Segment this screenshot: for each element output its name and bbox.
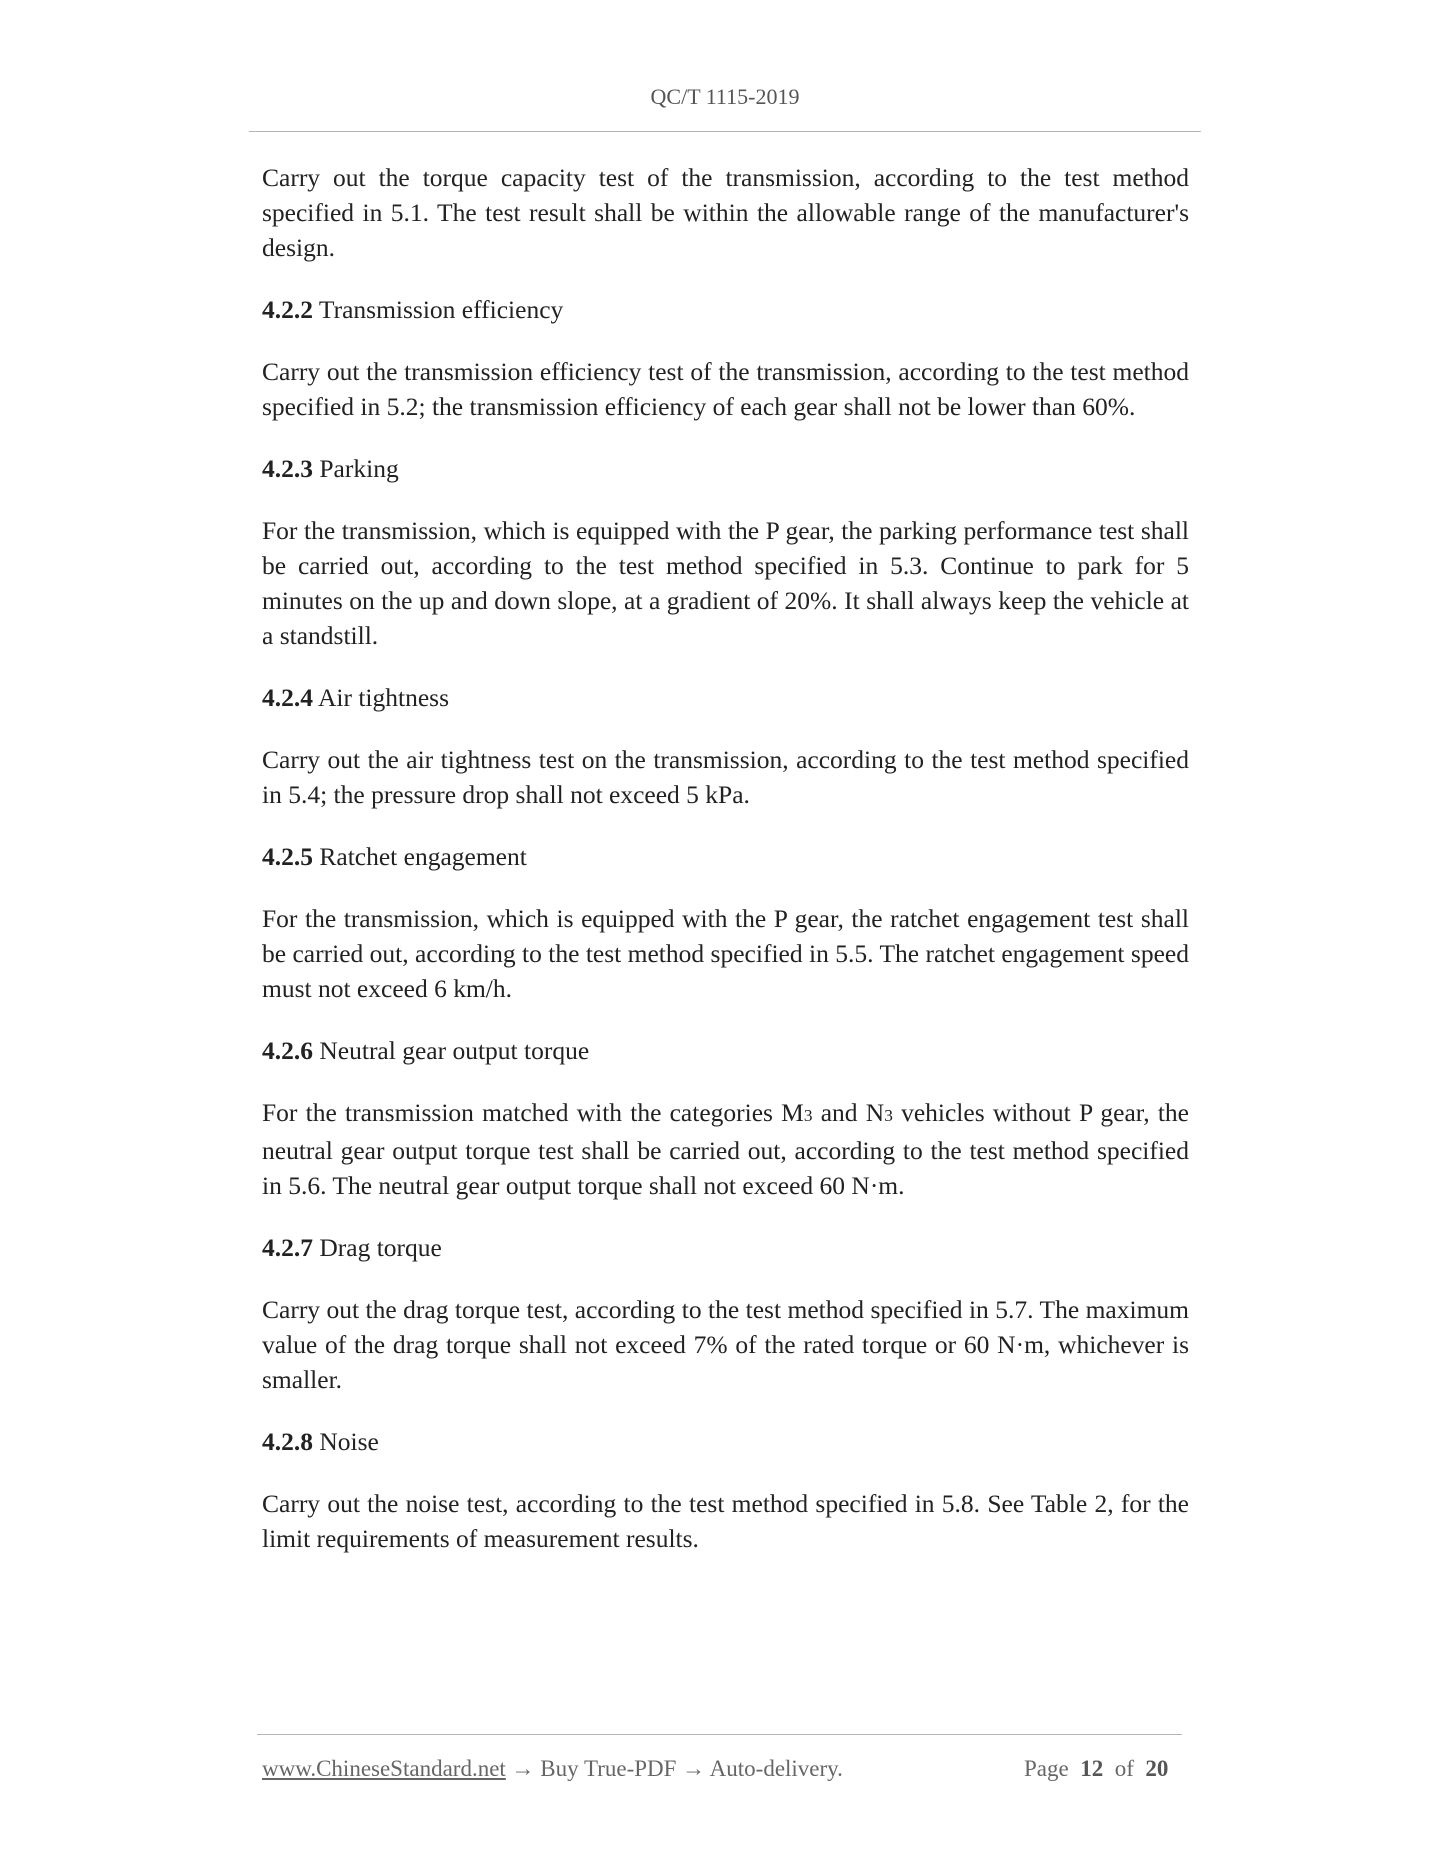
- section-heading-4-2-3: [262, 451, 1189, 486]
- section-number: 4.2.8: [262, 1427, 313, 1456]
- text-part: For the transmission matched with the categories M: [262, 1098, 804, 1127]
- current-page: 12: [1080, 1756, 1104, 1781]
- section-title: Noise: [319, 1427, 379, 1456]
- section-text-4-2-4: Carry out the air tightness test on the transmission, according to the test method specified in 5.4; the pressure drop shall not exceed 5 kPa.: [262, 745, 1189, 809]
- page-label: Page: [1024, 1756, 1069, 1781]
- footer-divider: [257, 1734, 1182, 1735]
- text-part: vehicles without P gear, the neutral gear output torque test shall be carried out, according to the test method specified in 5.6. The neutral gear output torque shall not exceed 60 N·m.: [262, 1098, 1189, 1200]
- section-text-4-2-3: For the transmission, which is equipped with the P gear, the parking performance test shall be carried out, according to the test method specified in 5.3. Continue to park for 5 minutes on the up and down slope, at a gradient of 20%. It shall always keep the vehicle at a standstill.: [262, 516, 1189, 650]
- subscript: 3: [884, 1106, 893, 1125]
- section-heading-4-2-4: [262, 680, 1189, 715]
- section-number: 4.2.4: [262, 683, 313, 712]
- section-title: Transmission efficiency: [318, 295, 564, 324]
- section-number: 4.2.6: [262, 1036, 313, 1065]
- promo-text: → Buy True-PDF → Auto-delivery.: [505, 1756, 843, 1781]
- section-text-4-2-5: For the transmission, which is equipped with the P gear, the ratchet engagement test shall be carried out, according to the test method specified in 5.5. The ratchet engagement speed must not exceed 6 km/h.: [262, 904, 1189, 1003]
- section-number: 4.2.7: [262, 1233, 313, 1262]
- section-title: Ratchet engagement: [319, 842, 527, 871]
- section-text-4-2-2: Carry out the transmission efficiency test of the transmission, according to the test method specified in 5.2; the transmission efficiency of each gear shall not be lower than 60%.: [262, 357, 1189, 421]
- section-heading-4-2-2: [262, 292, 1189, 327]
- page-indicator: [1024, 1756, 1168, 1782]
- section-title: Air tightness: [317, 683, 450, 712]
- subscript: 3: [803, 1106, 813, 1125]
- document-body: [262, 160, 1189, 1583]
- document-header: QC/T 1115-2019: [650, 84, 800, 109]
- section-text-4-2-8: Carry out the noise test, according to the test method specified in 5.8. See Table 2, for the limit requirements of measurement results.: [262, 1489, 1189, 1553]
- section-number: 4.2.2: [262, 295, 313, 324]
- section-title: Neutral gear output torque: [319, 1036, 590, 1065]
- section-heading-4-2-5: [262, 839, 1189, 874]
- text-part: and N: [812, 1098, 885, 1127]
- section-heading-4-2-6: [262, 1033, 1189, 1068]
- section-title: Parking: [319, 454, 399, 483]
- section-heading-4-2-7: [262, 1230, 1189, 1265]
- section-title: Drag torque: [319, 1233, 442, 1262]
- intro-paragraph: Carry out the torque capacity test of the transmission, according to the test method specified in 5.1. The test result shall be within the allowable range of the manufacturer's design.: [262, 163, 1189, 262]
- section-text-4-2-6: [262, 1095, 1189, 1203]
- of-label: of: [1114, 1756, 1134, 1781]
- footer-promo: [262, 1756, 843, 1782]
- section-number: 4.2.3: [262, 454, 313, 483]
- section-number: 4.2.5: [262, 842, 313, 871]
- header-divider: [249, 131, 1201, 132]
- section-heading-4-2-8: [262, 1424, 1189, 1459]
- section-text-4-2-7: Carry out the drag torque test, according to the test method specified in 5.7. The maximum value of the drag torque shall not exceed 7% of the rated torque or 60 N·m, whichever is smaller.: [262, 1295, 1189, 1394]
- website-link[interactable]: www.ChineseStandard.net: [262, 1756, 506, 1781]
- total-pages: 20: [1145, 1756, 1169, 1781]
